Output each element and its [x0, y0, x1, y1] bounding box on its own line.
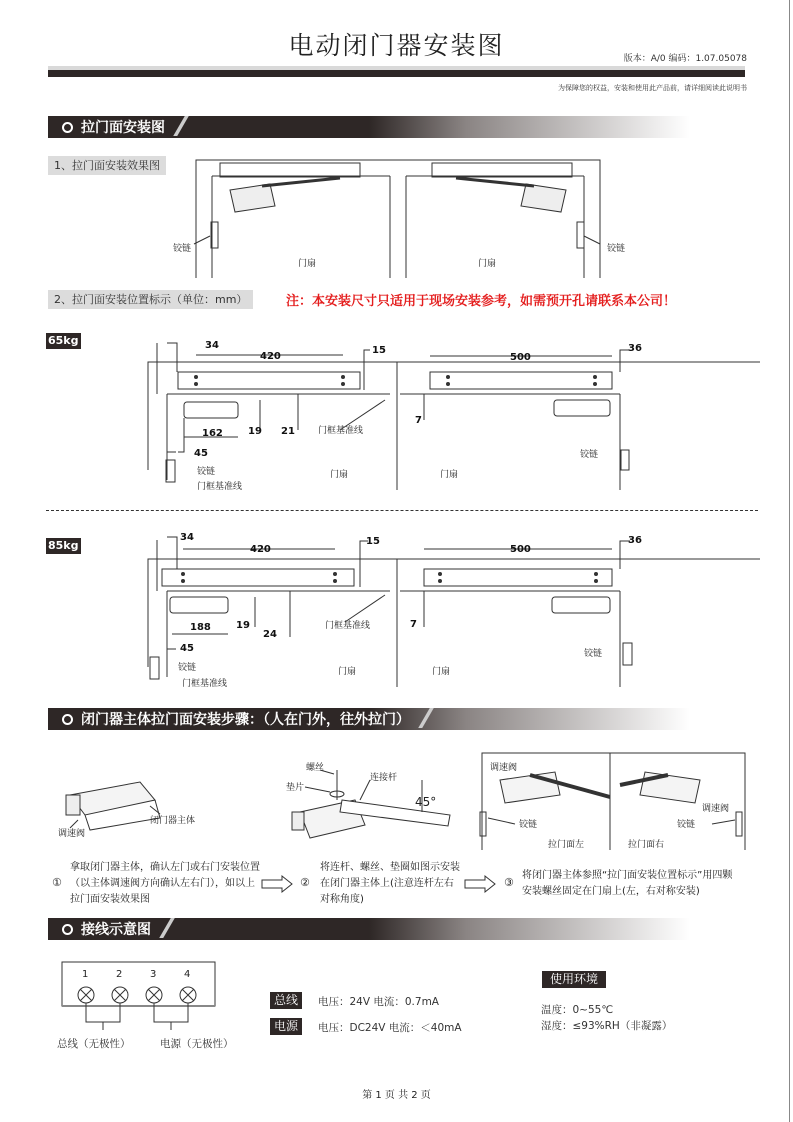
page-number: 第 1 页 共 2 页 [362, 1090, 431, 1101]
terminal-x-icon [112, 987, 128, 1003]
closer-body [424, 569, 612, 586]
dim-36: 36 [628, 343, 642, 354]
terminal-number: 2 [116, 969, 123, 980]
closer-body [162, 569, 354, 586]
bus-badge: 总线 [270, 992, 302, 1009]
closer-body-right [521, 184, 566, 212]
dim-36: 36 [628, 535, 642, 546]
dim-24: 24 [263, 629, 277, 640]
washer-label: 垫片 [286, 783, 305, 793]
dim-7: 7 [415, 415, 422, 426]
rod-label: 连接杆 [370, 773, 398, 783]
angle-label: 45° [415, 795, 437, 809]
step2-illustration [286, 761, 450, 838]
dim-19: 19 [236, 620, 250, 631]
dim-162: 162 [202, 428, 223, 439]
screw-label: 螺丝 [306, 763, 325, 773]
door-label: 门扇 [478, 259, 497, 269]
environment-badge: 使用环境 [542, 971, 606, 988]
dim-15: 15 [366, 536, 380, 547]
dim-19: 19 [248, 426, 262, 437]
terminal-block [62, 962, 215, 1030]
dim-500: 500 [510, 544, 531, 555]
section-title: 拉门面安装图 [81, 120, 165, 136]
arm-bracket [552, 597, 610, 613]
power-terminal-label: 电源（无极性） [160, 1038, 234, 1050]
warning-note: 注：本安装尺寸只适用于现场安装参考，如需预开孔请联系本公司！ [286, 294, 677, 309]
valve-label: 调速阀 [490, 763, 518, 773]
hinge [621, 450, 629, 470]
hinge-label: 铰链 [607, 244, 626, 254]
dim-15: 15 [372, 345, 386, 356]
step-1-number: ① [52, 876, 62, 889]
arm-bracket [184, 402, 238, 418]
terminal-x-icon [180, 987, 196, 1003]
closer-rail-left [220, 163, 360, 177]
dim-34: 34 [180, 532, 194, 543]
dim-500: 500 [510, 352, 531, 363]
dim-45: 45 [194, 448, 208, 459]
left-door-label: 拉门面左 [548, 840, 585, 850]
dim-21: 21 [281, 426, 295, 437]
hinge-right [577, 222, 584, 248]
step1-illustration [58, 782, 195, 839]
weight-badge-65: 65kg [48, 334, 79, 347]
body-label: 闭门器主体 [150, 816, 196, 826]
dim-188: 188 [190, 622, 211, 633]
step-3-number: ③ [504, 876, 514, 889]
frame-ref-label: 门框基准线 [182, 679, 228, 689]
closer-body-left [230, 184, 275, 212]
section-title: 接线示意图 [81, 922, 151, 938]
terminal-number: 3 [150, 969, 157, 980]
step-3-text: 将闭门器主体参照“拉门面安装位置标示”用四颗安装螺丝固定在门扇上(左，右对称安装) [522, 870, 733, 897]
terminal-number: 4 [184, 969, 191, 980]
closer-body [430, 372, 612, 389]
hinge-label: 铰链 [519, 820, 538, 830]
hinge [150, 657, 159, 679]
frame-ref-label: 门框基准线 [318, 426, 364, 436]
hinge-label: 铰链 [580, 450, 599, 460]
version-code: 版本：A/0 编码：1.07.05078 [623, 54, 747, 64]
step-2-text: 将连杆、螺丝、垫圈如图示安装在闭门器主体上(注意连杆左右对称角度) [320, 862, 460, 905]
dim-45: 45 [180, 643, 194, 654]
door-label: 门扇 [432, 667, 451, 677]
closer-body [178, 372, 360, 389]
door-label: 门扇 [298, 259, 317, 269]
hinge-label: 铰链 [173, 244, 192, 254]
reading-notice: 为保障您的权益，安装和使用此产品前，请详细阅读此说明书 [558, 84, 747, 92]
dim-420: 420 [250, 544, 271, 555]
arm-bracket [554, 400, 610, 416]
arrow-right-icon [262, 876, 292, 892]
terminal-number: 1 [82, 969, 89, 980]
page-title: 电动闭门器安装图 [288, 31, 505, 60]
door-label: 门扇 [330, 470, 349, 480]
arrow-right-icon [465, 876, 495, 892]
humidity-spec: 湿度：≤93%RH（非凝露） [541, 1020, 673, 1032]
dimension-drawing-85kg [148, 532, 760, 689]
frame-ref-label: 门框基准线 [325, 621, 371, 631]
terminal-x-icon [146, 987, 162, 1003]
hinge-label: 铰链 [677, 820, 696, 830]
right-door-label: 拉门面右 [628, 840, 665, 850]
bus-terminal-label: 总线（无极性） [57, 1038, 131, 1050]
section-title: 闭门器主体拉门面安装步骤：（人在门外，往外拉门） [81, 712, 410, 728]
power-spec: 电压：DC24V 电流：＜40mA [318, 1022, 462, 1034]
hinge-label: 铰链 [584, 649, 603, 659]
dim-7: 7 [410, 619, 417, 630]
step-2-number: ② [300, 876, 310, 889]
hinge [623, 643, 632, 665]
weight-badge-85: 85kg [48, 539, 79, 552]
position-label: 2、拉门面安装位置标示（单位：mm） [48, 290, 253, 309]
bus-spec: 电压：24V 电流：0.7mA [318, 996, 439, 1008]
dim-34: 34 [205, 340, 219, 351]
hinge-label: 铰链 [197, 467, 216, 477]
door-label: 门扇 [440, 470, 459, 480]
dim-420: 420 [260, 351, 281, 362]
arm-bracket [170, 597, 228, 613]
dimension-drawing-65kg [148, 340, 760, 492]
closer-rail-right [432, 163, 572, 177]
effect-label: 1、拉门面安装效果图 [48, 156, 166, 175]
valve-label: 调速阀 [702, 804, 730, 814]
step3-illustration [480, 753, 745, 850]
temperature-spec: 温度：0~55℃ [541, 1004, 614, 1016]
door-label: 门扇 [338, 667, 357, 677]
step-1-text: 拿取闭门器主体，确认左门或右门安装位置（以主体调速阀方向确认左右门），如以上拉门面安装效果图 [70, 862, 260, 905]
frame-ref-label: 门框基准线 [197, 482, 243, 492]
valve-label: 调速阀 [58, 829, 86, 839]
terminal-x-icon [78, 987, 94, 1003]
effect-drawing [173, 160, 625, 278]
power-badge: 电源 [270, 1018, 302, 1035]
hinge-label: 铰链 [178, 663, 197, 673]
